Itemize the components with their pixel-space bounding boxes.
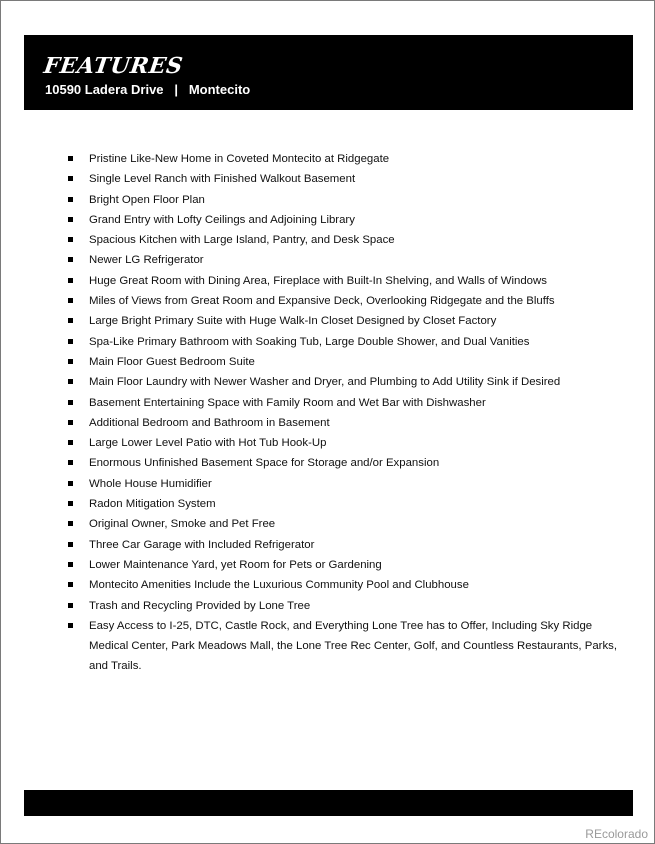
bullet-icon	[68, 400, 73, 405]
feature-text: Large Lower Level Patio with Hot Tub Hook-Up	[89, 437, 327, 450]
feature-text: Basement Entertaining Space with Family Room and Wet Bar with Dishwasher	[89, 396, 486, 409]
property-address: 10590 Ladera Drive | Montecito	[45, 82, 251, 97]
feature-text: Trash and Recycling Provided by Lone Tree	[89, 599, 311, 612]
list-item	[65, 149, 625, 169]
feature-text: Montecito Amenities Include the Luxurious Community Pool and Clubhouse	[89, 579, 469, 592]
list-item	[65, 250, 625, 270]
bullet-icon	[68, 542, 73, 547]
feature-text: Spacious Kitchen with Large Island, Pantry, and Desk Space	[89, 234, 395, 247]
footer-banner	[24, 790, 633, 816]
list-item	[65, 596, 625, 616]
feature-text: Miles of Views from Great Room and Expansive Deck, Overlooking Ridgegate and the Bluffs	[89, 295, 555, 308]
list-item	[65, 291, 625, 311]
feature-text: Additional Bedroom and Bathroom in Basement	[89, 416, 330, 429]
list-item	[65, 311, 625, 331]
feature-text: Bright Open Floor Plan	[89, 193, 205, 206]
bullet-icon	[68, 521, 73, 526]
feature-text: Newer LG Refrigerator	[89, 254, 204, 267]
bullet-icon	[68, 420, 73, 425]
feature-text: Radon Mitigation System	[89, 498, 216, 511]
bullet-icon	[68, 501, 73, 506]
feature-text: Spa-Like Primary Bathroom with Soaking Tub, Large Double Shower, and Dual Vanities	[89, 335, 530, 348]
list-item	[65, 190, 625, 210]
feature-text: Enormous Unfinished Basement Space for Storage and/or Expansion	[89, 457, 440, 470]
list-item	[65, 555, 625, 575]
bullet-icon	[68, 562, 73, 567]
bullet-icon	[68, 237, 73, 242]
feature-text: Single Level Ranch with Finished Walkout Basement	[89, 173, 356, 186]
list-item	[65, 433, 625, 453]
list-item	[65, 332, 625, 352]
watermark: REcolorado	[585, 827, 648, 841]
bullet-icon	[68, 623, 73, 628]
feature-text: Whole House Humidifier	[89, 477, 212, 490]
bullet-icon	[68, 582, 73, 587]
feature-text: Original Owner, Smoke and Pet Free	[89, 518, 276, 531]
list-item	[65, 474, 625, 494]
bullet-icon	[68, 440, 73, 445]
bullet-icon	[68, 298, 73, 303]
list-item	[65, 169, 625, 189]
list-item	[65, 413, 625, 433]
bullet-icon	[68, 217, 73, 222]
feature-text: Lower Maintenance Yard, yet Room for Pets or Gardening	[89, 558, 382, 571]
list-item	[65, 616, 625, 677]
header-banner	[24, 35, 633, 110]
feature-text: Huge Great Room with Dining Area, Fireplace with Built-In Shelving, and Walls of Windows	[89, 274, 547, 287]
bullet-icon	[68, 156, 73, 161]
feature-text: Grand Entry with Lofty Ceilings and Adjoining Library	[89, 213, 355, 226]
list-item	[65, 271, 625, 291]
bullet-icon	[68, 481, 73, 486]
bullet-icon	[68, 278, 73, 283]
page-title: FEATURES	[42, 53, 185, 79]
list-item	[65, 372, 625, 392]
feature-text: Easy Access to I-25, DTC, Castle Rock, and Everything Lone Tree has to Offer, Including Sky Ridge Medical Center, Park Meadows Mall, the Lone Tree Rec Center, Golf, and Countless Restaurants, Parks, and Trails.	[89, 619, 618, 673]
bullet-icon	[68, 176, 73, 181]
list-item	[65, 535, 625, 555]
list-item	[65, 575, 625, 595]
list-item	[65, 210, 625, 230]
list-item	[65, 453, 625, 473]
feature-text: Main Floor Laundry with Newer Washer and Dryer, and Plumbing to Add Utility Sink if Desired	[89, 376, 561, 389]
list-item	[65, 393, 625, 413]
list-item	[65, 494, 625, 514]
list-item	[65, 514, 625, 534]
bullet-icon	[68, 197, 73, 202]
feature-text: Three Car Garage with Included Refrigerator	[89, 538, 315, 551]
features-list	[65, 149, 625, 677]
feature-text: Pristine Like-New Home in Coveted Montecito at Ridgegate	[89, 153, 390, 165]
list-item	[65, 230, 625, 250]
bullet-icon	[68, 257, 73, 262]
bullet-icon	[68, 379, 73, 384]
list-item	[65, 352, 625, 372]
feature-text: Main Floor Guest Bedroom Suite	[89, 355, 255, 368]
bullet-icon	[68, 460, 73, 465]
bullet-icon	[68, 359, 73, 364]
feature-text: Large Bright Primary Suite with Huge Walk-In Closet Designed by Closet Factory	[89, 315, 497, 328]
bullet-icon	[68, 318, 73, 323]
bullet-icon	[68, 603, 73, 608]
bullet-icon	[68, 339, 73, 344]
